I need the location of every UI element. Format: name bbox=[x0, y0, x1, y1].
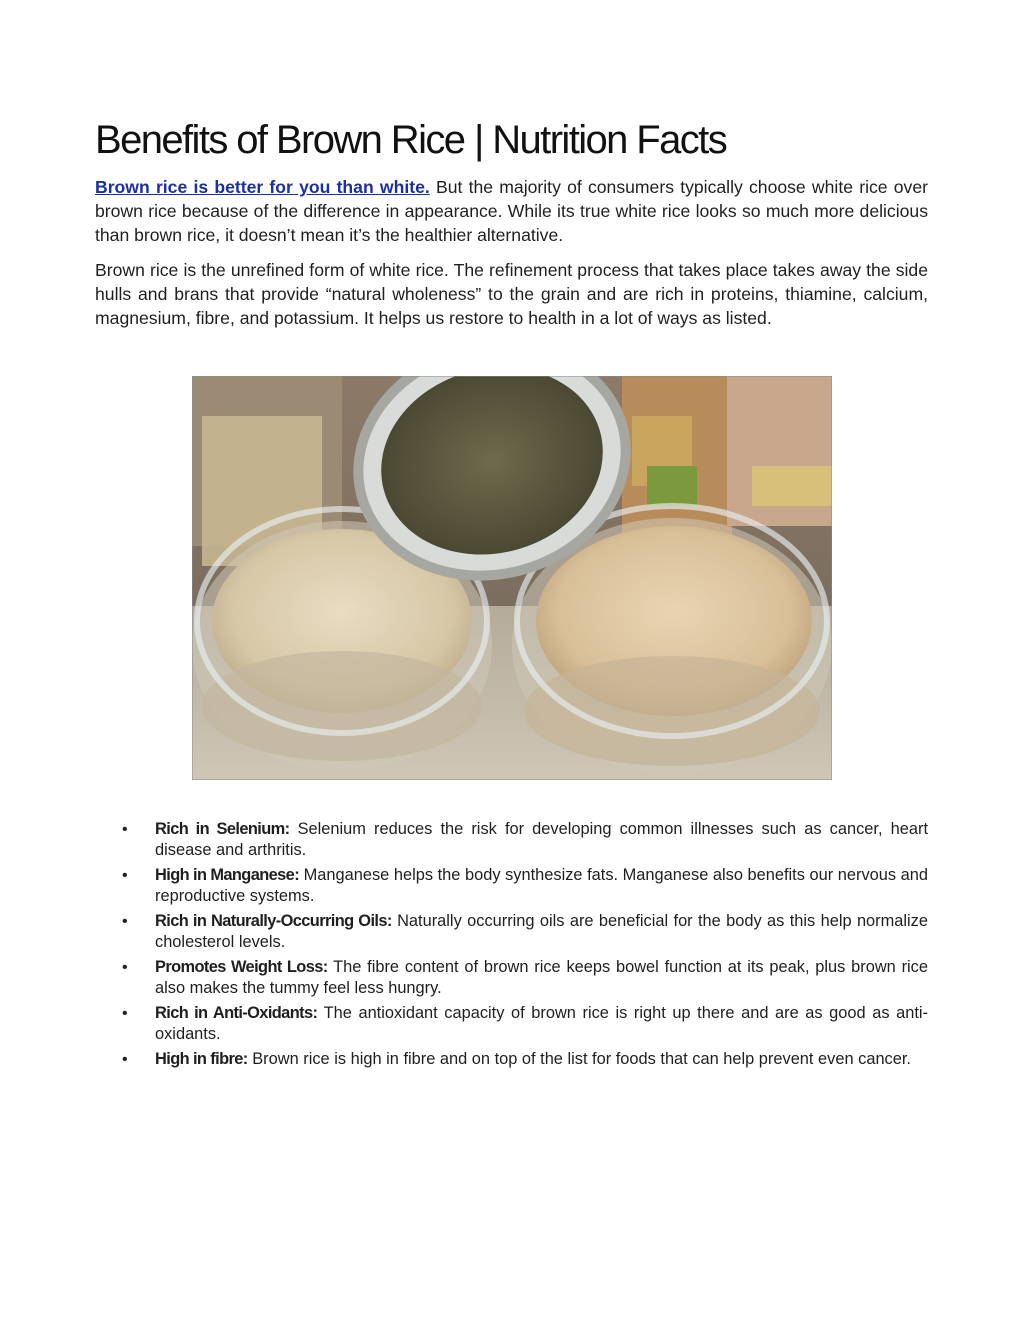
benefit-text: Brown rice is high in fibre and on top of the list for foods that can help prevent even cancer. bbox=[247, 1050, 911, 1068]
list-item bbox=[122, 1049, 928, 1070]
bullet: • bbox=[122, 867, 128, 884]
intro-text: But the majority of consumers typically choose white rice over brown rice because of the difference in appearance. While its true white rice looks so much more delicious than brown rice, it doesn’t mean it’s the healthier alternative. bbox=[95, 177, 928, 245]
intro-paragraph bbox=[95, 175, 928, 247]
benefit-label: Rich in Naturally-Occurring Oils: bbox=[155, 912, 392, 930]
bullet: • bbox=[122, 1051, 128, 1068]
benefit-label: Rich in Anti-Oxidants: bbox=[155, 1004, 318, 1022]
benefit-label: High in Manganese: bbox=[155, 866, 300, 884]
benefit-label: High in fibre: bbox=[155, 1050, 248, 1068]
rice-bowls-illustration bbox=[192, 376, 832, 780]
list-item bbox=[122, 819, 928, 861]
list-item bbox=[122, 865, 928, 907]
benefit-text: Manganese helps the body synthesize fats. Manganese also benefits our nervous and reproductive systems. bbox=[155, 866, 929, 905]
list-item bbox=[122, 957, 928, 999]
benefit-text: Naturally occurring oils are beneficial for the body as this help normalize cholesterol levels. bbox=[155, 912, 928, 951]
benefit-label: Promotes Weight Loss: bbox=[155, 958, 328, 976]
rice-bowls-photo bbox=[192, 376, 832, 780]
bullet: • bbox=[122, 959, 128, 976]
refinement-paragraph: Brown rice is the unrefined form of white rice. The refinement process that takes place takes away the side hulls and brans that provide “natural wholeness” to the grain and are rich in proteins, thiamine, calcium, magnesium, fibre, and potassium. It helps us restore to health in a lot of ways as listed. bbox=[95, 260, 928, 328]
list-item bbox=[122, 911, 928, 953]
benefit-text: Selenium reduces the risk for developing common illnesses such as cancer, heart disease and arthritis. bbox=[155, 820, 929, 859]
bullet: • bbox=[122, 821, 128, 838]
bullet: • bbox=[122, 1005, 128, 1022]
benefit-label: Rich in Selenium: bbox=[155, 820, 290, 838]
bullet: • bbox=[122, 913, 128, 930]
benefit-text: The antioxidant capacity of brown rice is right up there and are as good as anti-oxidants. bbox=[155, 1004, 928, 1043]
list-item bbox=[122, 1003, 928, 1045]
benefit-text: The fibre content of brown rice keeps bowel function at its peak, plus brown rice also makes the tummy feel less hungry. bbox=[155, 958, 928, 997]
benefits-list bbox=[122, 819, 928, 1074]
page-title: Benefits of Brown Rice | Nutrition Facts bbox=[95, 118, 727, 162]
brown-rice-link[interactable]: Brown rice is better for you than white. bbox=[95, 177, 430, 197]
